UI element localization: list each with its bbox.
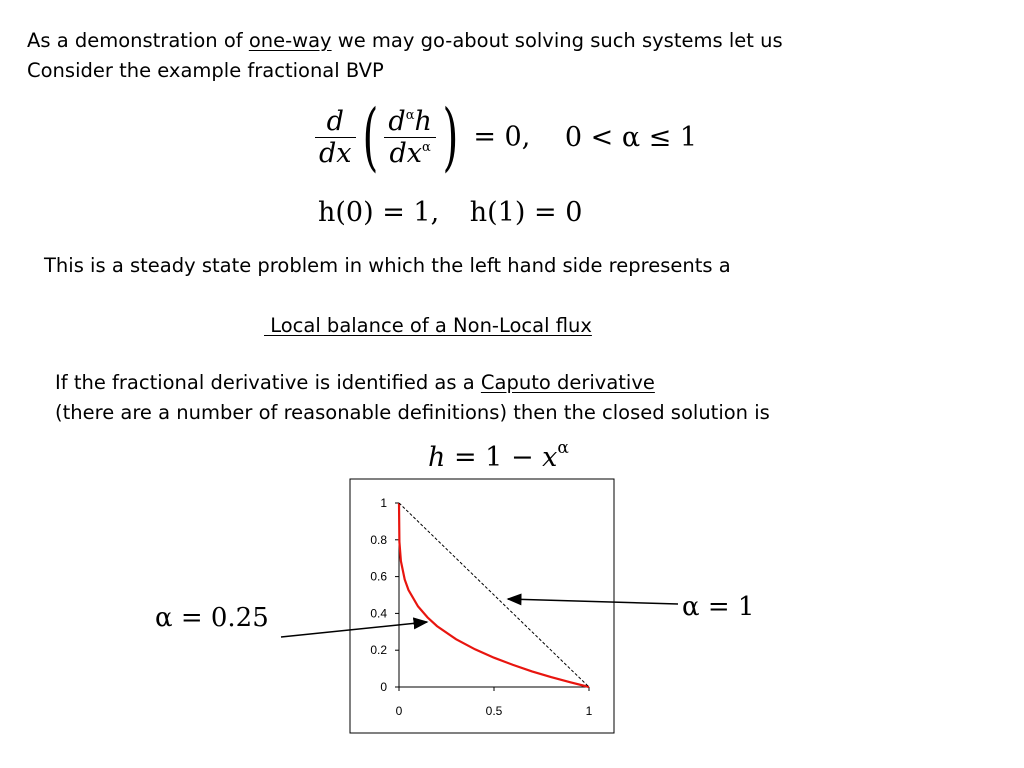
label-alpha-1: α = 1 xyxy=(682,592,755,622)
inner-denominator: $dx^\alpha$ xyxy=(384,137,435,169)
right-paren: ) xyxy=(442,94,459,180)
x-tick-label: 0 xyxy=(395,704,403,718)
steady-state-line: This is a steady state problem in which the left hand side represents a xyxy=(44,254,731,277)
arrow-alpha-1 xyxy=(508,599,678,604)
solution-alpha: α xyxy=(557,438,569,458)
caputo-line-pre: If the fractional derivative is identified as a xyxy=(55,371,481,394)
inner-numerator: $d^\alpha h$ xyxy=(388,105,432,137)
y-tick-label: 0.6 xyxy=(370,569,387,584)
definitions-line: (there are a number of reasonable definitions) then the closed solution is xyxy=(55,401,770,424)
label-alpha-025: α = 0.25 xyxy=(155,603,269,633)
alpha-range: 0 < α ≤ 1 xyxy=(564,121,698,153)
series-line-alpha-1 xyxy=(399,503,589,687)
chart-series xyxy=(399,503,589,687)
arrow-alpha-025 xyxy=(281,622,427,637)
y-tick-label: 0 xyxy=(380,680,387,694)
local-balance-heading: Local balance of a Non-Local flux xyxy=(264,314,592,337)
boundary-left: h(0) = 1, xyxy=(318,197,440,228)
y-tick-label: 0.8 xyxy=(370,532,387,547)
intro-line-1-post: we may go-about solving such systems let us xyxy=(331,29,783,52)
outer-numerator: d xyxy=(326,105,344,137)
boundary-right: h(1) = 0 xyxy=(469,197,583,228)
equation-rhs: = 0, xyxy=(473,121,531,153)
y-tick-label: 0.2 xyxy=(370,643,387,658)
outer-denominator: dx xyxy=(315,137,356,169)
intro-line-1-pre: As a demonstration of xyxy=(27,29,249,52)
one-way-link: one-way xyxy=(248,29,332,52)
chart-frame xyxy=(350,479,614,733)
caputo-derivative-link: Caputo derivative xyxy=(480,371,655,394)
y-tick-label: 1 xyxy=(380,496,387,510)
y-tick-label: 0.4 xyxy=(370,606,387,621)
solution-x: x xyxy=(542,442,558,473)
x-ticks xyxy=(396,687,593,718)
solution-eq: = 1 − xyxy=(445,442,543,473)
x-tick-label: 0.5 xyxy=(485,704,503,718)
solution-h: h xyxy=(428,442,446,473)
left-paren: ( xyxy=(362,94,378,180)
intro-line-2: Consider the example fractional BVP xyxy=(27,59,384,82)
y-ticks xyxy=(370,496,399,694)
x-tick-label: 1 xyxy=(585,704,593,718)
